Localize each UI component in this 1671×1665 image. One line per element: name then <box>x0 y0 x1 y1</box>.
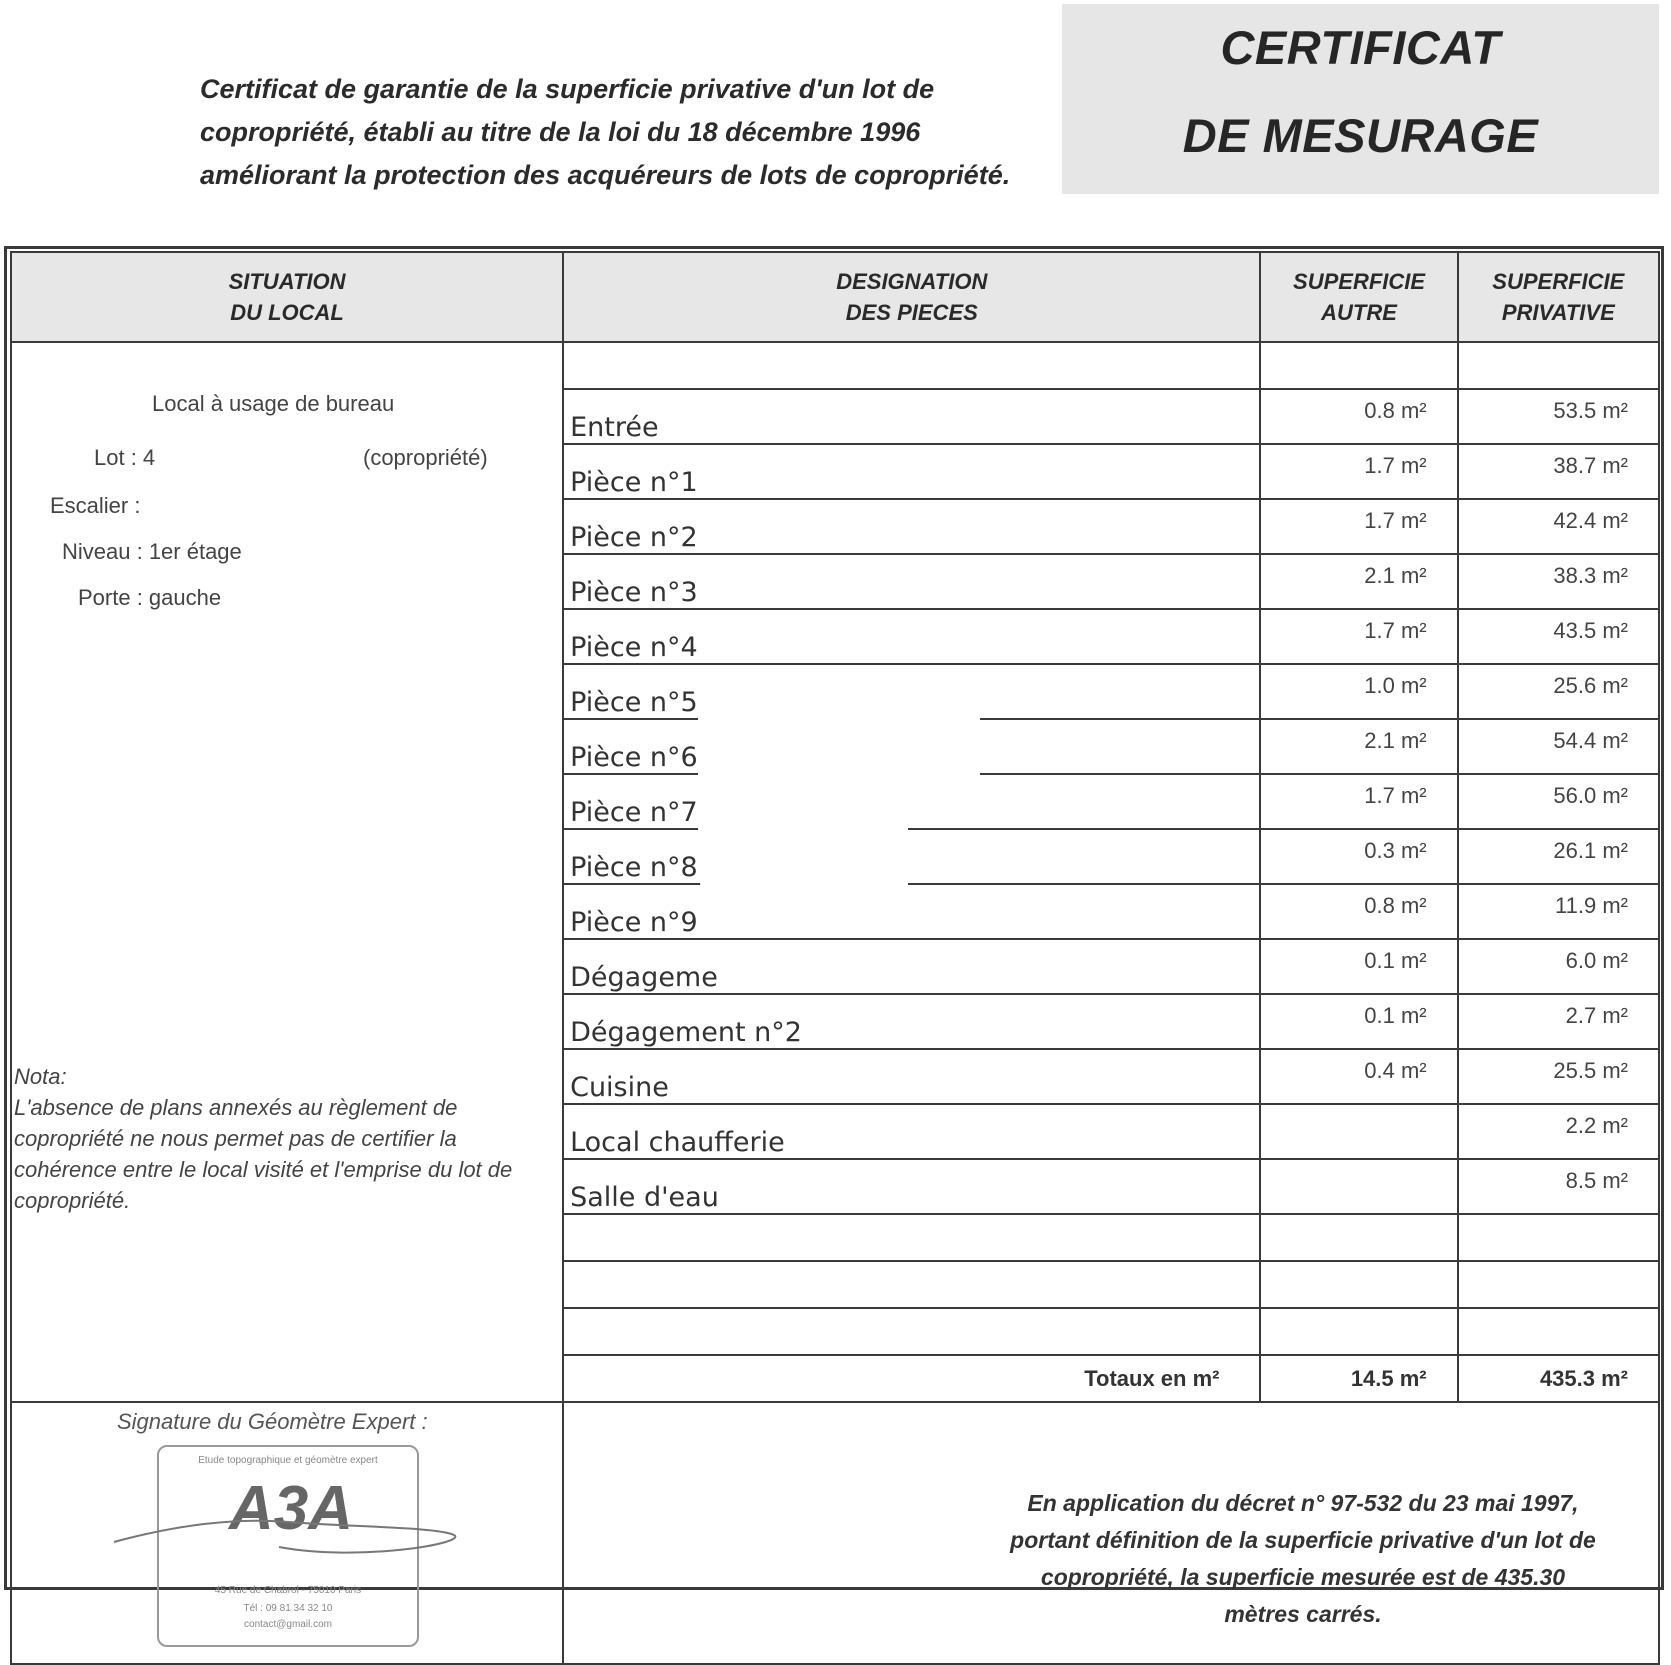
header-designation: DESIGNATION DES PIECES <box>563 252 1260 342</box>
room-name: Pièce n°2 <box>563 499 1260 554</box>
superficie-autre: 1.7 m² <box>1260 774 1457 829</box>
header-superficie-privative: SUPERFICIE PRIVATIVE <box>1458 252 1659 342</box>
superficie-privative: 56.0 m² <box>1458 774 1659 829</box>
stamp-line-3: Tél : 09 81 34 32 10 <box>243 1603 333 1614</box>
superficie-privative: 2.2 m² <box>1458 1104 1659 1159</box>
decree-cell <box>563 1402 1659 1664</box>
room-name: Dégageme <box>563 939 1260 994</box>
situation-lot-note: (copropriété) <box>363 445 488 470</box>
redaction-mark-low <box>698 828 908 928</box>
room-name: Pièce n°7 <box>563 774 1260 829</box>
measurement-table <box>10 251 1660 1665</box>
decree-text: En application du décret n° 97-532 du 23 mai 1997, portant définition de la superficie privative d'un lot de copropriété, la superficie mesurée est de 435.30 mètres carrés. <box>1010 1490 1596 1627</box>
superficie-autre: 0.3 m² <box>1260 829 1457 884</box>
situation-cell <box>11 342 563 1402</box>
superficie-privative: 53.5 m² <box>1458 389 1659 444</box>
situation-niveau: Niveau : 1er étage <box>62 539 242 564</box>
superficie-autre: 0.4 m² <box>1260 1049 1457 1104</box>
room-name: Cuisine <box>563 1049 1260 1104</box>
superficie-privative: 43.5 m² <box>1458 609 1659 664</box>
title-line-2: DE MESURAGE <box>1182 109 1539 162</box>
totals-label: Totaux en m² <box>563 1355 1260 1402</box>
superficie-privative: 26.1 m² <box>1458 829 1659 884</box>
superficie-autre: 1.0 m² <box>1260 664 1457 719</box>
room-name: Dégagement n°2 <box>563 994 1260 1049</box>
situation-usage: Local à usage de bureau <box>152 391 395 416</box>
superficie-privative: 8.5 m² <box>1458 1159 1659 1214</box>
signature-label: Signature du Géomètre Expert : <box>117 1409 428 1434</box>
title-box <box>1062 4 1659 194</box>
superficie-autre <box>1260 1159 1457 1214</box>
room-name: Salle d'eau <box>563 1159 1260 1214</box>
redaction-mark <box>698 676 980 728</box>
superficie-privative: 38.3 m² <box>1458 554 1659 609</box>
superficie-privative: 2.7 m² <box>1458 994 1659 1049</box>
title-line-1: CERTIFICAT <box>1220 21 1501 74</box>
room-name: Pièce n°4 <box>563 609 1260 664</box>
superficie-privative: 25.5 m² <box>1458 1049 1659 1104</box>
blank-row-top <box>563 342 1260 389</box>
header-situation: SITUATION DU LOCAL <box>11 252 563 342</box>
signature-row <box>11 1402 1659 1664</box>
stamp-line-4: contact@gmail.com <box>244 1619 332 1630</box>
stamp-line-1: Etude topographique et géomètre expert <box>198 1455 378 1466</box>
stamp-line-2: 45 Rue de Chabrol - 75010 Paris <box>214 1585 362 1596</box>
redaction-mark-mid <box>698 728 980 828</box>
superficie-privative: 54.4 m² <box>1458 719 1659 774</box>
superficie-autre: 1.7 m² <box>1260 499 1457 554</box>
surveyor-stamp <box>157 1445 419 1647</box>
nota-title: Nota: <box>14 1064 67 1089</box>
room-name: Entrée <box>563 389 1260 444</box>
superficie-privative: 42.4 m² <box>1458 499 1659 554</box>
signature-cell <box>11 1402 563 1664</box>
totals-privative: 435.3 m² <box>1458 1355 1659 1402</box>
superficie-autre: 0.8 m² <box>1260 884 1457 939</box>
situation-escalier: Escalier : <box>50 493 141 518</box>
superficie-autre: 1.7 m² <box>1260 444 1457 499</box>
superficie-privative: 25.6 m² <box>1458 664 1659 719</box>
signature-scribble <box>109 1487 469 1567</box>
superficie-autre <box>1260 1104 1457 1159</box>
superficie-autre: 1.7 m² <box>1260 609 1457 664</box>
superficie-privative: 38.7 m² <box>1458 444 1659 499</box>
room-name: Pièce n°9 <box>563 884 1260 939</box>
superficie-privative: 6.0 m² <box>1458 939 1659 994</box>
situation-lot: Lot : 4 <box>94 445 156 470</box>
superficie-autre: 2.1 m² <box>1260 719 1457 774</box>
room-name: Pièce n°6 <box>563 719 1260 774</box>
superficie-privative: 11.9 m² <box>1458 884 1659 939</box>
room-name: Pièce n°8 <box>563 829 1260 884</box>
nota-block <box>14 1061 534 1216</box>
totals-autre: 14.5 m² <box>1260 1355 1457 1402</box>
situation-porte: Porte : gauche <box>78 585 222 610</box>
stamp-logo: A3A <box>229 1474 354 1543</box>
room-name: Local chaufferie <box>563 1104 1260 1159</box>
room-name: Pièce n°5 <box>563 664 1260 719</box>
superficie-autre: 2.1 m² <box>1260 554 1457 609</box>
intro-text: Certificat de garantie de la superficie privative d'un lot de copropriété, établi au titre de la loi du 18 décembre 1996 améliorant la protection des acquéreurs de lots de copropriété. <box>200 74 1011 190</box>
superficie-autre: 0.8 m² <box>1260 389 1457 444</box>
nota-text: L'absence de plans annexés au règlement de copropriété ne nous permet pas de certifier la cohérence entre le local visité et l'emprise du lot de copropriété. <box>14 1095 513 1213</box>
room-name: Pièce n°1 <box>563 444 1260 499</box>
superficie-autre: 0.1 m² <box>1260 994 1457 1049</box>
room-name: Pièce n°3 <box>563 554 1260 609</box>
header-superficie-autre: SUPERFICIE AUTRE <box>1260 252 1457 342</box>
superficie-autre: 0.1 m² <box>1260 939 1457 994</box>
